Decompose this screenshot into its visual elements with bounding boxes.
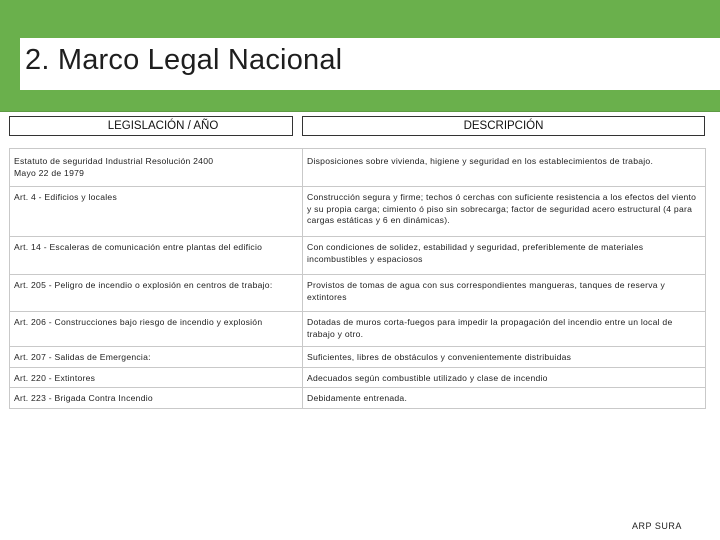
- descripcion-cell: Construcción segura y firme; techos ó cerchas con suficiente resistencia a los efectos del viento y su propia carga; cimiento ó piso sin sobrecarga; factor de seguridad acero estructural (4 para cargas estáticas y 6 en dinámicas).: [303, 187, 706, 237]
- descripcion-cell: Provistos de tomas de agua con sus correspondientes mangueras, tanques de reserva y extintores: [303, 275, 706, 312]
- table-row: [10, 187, 706, 237]
- header-legislacion-label: LEGISLACIÓN / AÑO: [107, 120, 219, 132]
- legislacion-cell: Estatuto de seguridad Industrial Resolución 2400 Mayo 22 de 1979: [10, 149, 303, 187]
- legislacion-cell: Art. 223 - Brigada Contra Incendio: [10, 388, 303, 409]
- table-row: [10, 149, 706, 187]
- header-legislacion: [9, 116, 293, 136]
- descripcion-cell: Adecuados según combustible utilizado y clase de incendio: [303, 367, 706, 388]
- table-row: [10, 312, 706, 347]
- descripcion-cell: Dotadas de muros corta-fuegos para impedir la propagación del incendio entre un local de trabajo y otro.: [303, 312, 706, 347]
- legislacion-cell: Art. 206 - Construcciones bajo riesgo de incendio y explosión: [10, 312, 303, 347]
- table-row: [10, 275, 706, 312]
- slide-title: 2. Marco Legal Nacional: [25, 44, 343, 76]
- legislacion-cell: Art. 4 - Edificios y locales: [10, 187, 303, 237]
- legal-table: [9, 148, 706, 409]
- legislacion-cell: Art. 207 - Salidas de Emergencia:: [10, 347, 303, 368]
- descripcion-cell: Debidamente entrenada.: [303, 388, 706, 409]
- header-descripcion: [302, 116, 705, 136]
- table-row: [10, 237, 706, 275]
- descripcion-cell: Suficientes, libres de obstáculos y convenientemente distribuidas: [303, 347, 706, 368]
- table-row: [10, 347, 706, 368]
- descripcion-cell: Con condiciones de solidez, estabilidad y seguridad, preferiblemente de materiales incombustibles y espaciosos: [303, 237, 706, 275]
- table-row: [10, 388, 706, 409]
- header-descripcion-label: DESCRIPCIÓN: [463, 120, 544, 132]
- legislacion-cell: Art. 14 - Escaleras de comunicación entre plantas del edificio: [10, 237, 303, 275]
- legislacion-cell: Art. 220 - Extintores: [10, 367, 303, 388]
- descripcion-cell: Disposiciones sobre vivienda, higiene y seguridad en los establecimientos de trabajo.: [303, 149, 706, 187]
- table-header-row: [9, 116, 705, 136]
- table-row: [10, 367, 706, 388]
- footer-brand: ARP SURA: [632, 521, 682, 531]
- legislacion-cell: Art. 205 - Peligro de incendio o explosión en centros de trabajo:: [10, 275, 303, 312]
